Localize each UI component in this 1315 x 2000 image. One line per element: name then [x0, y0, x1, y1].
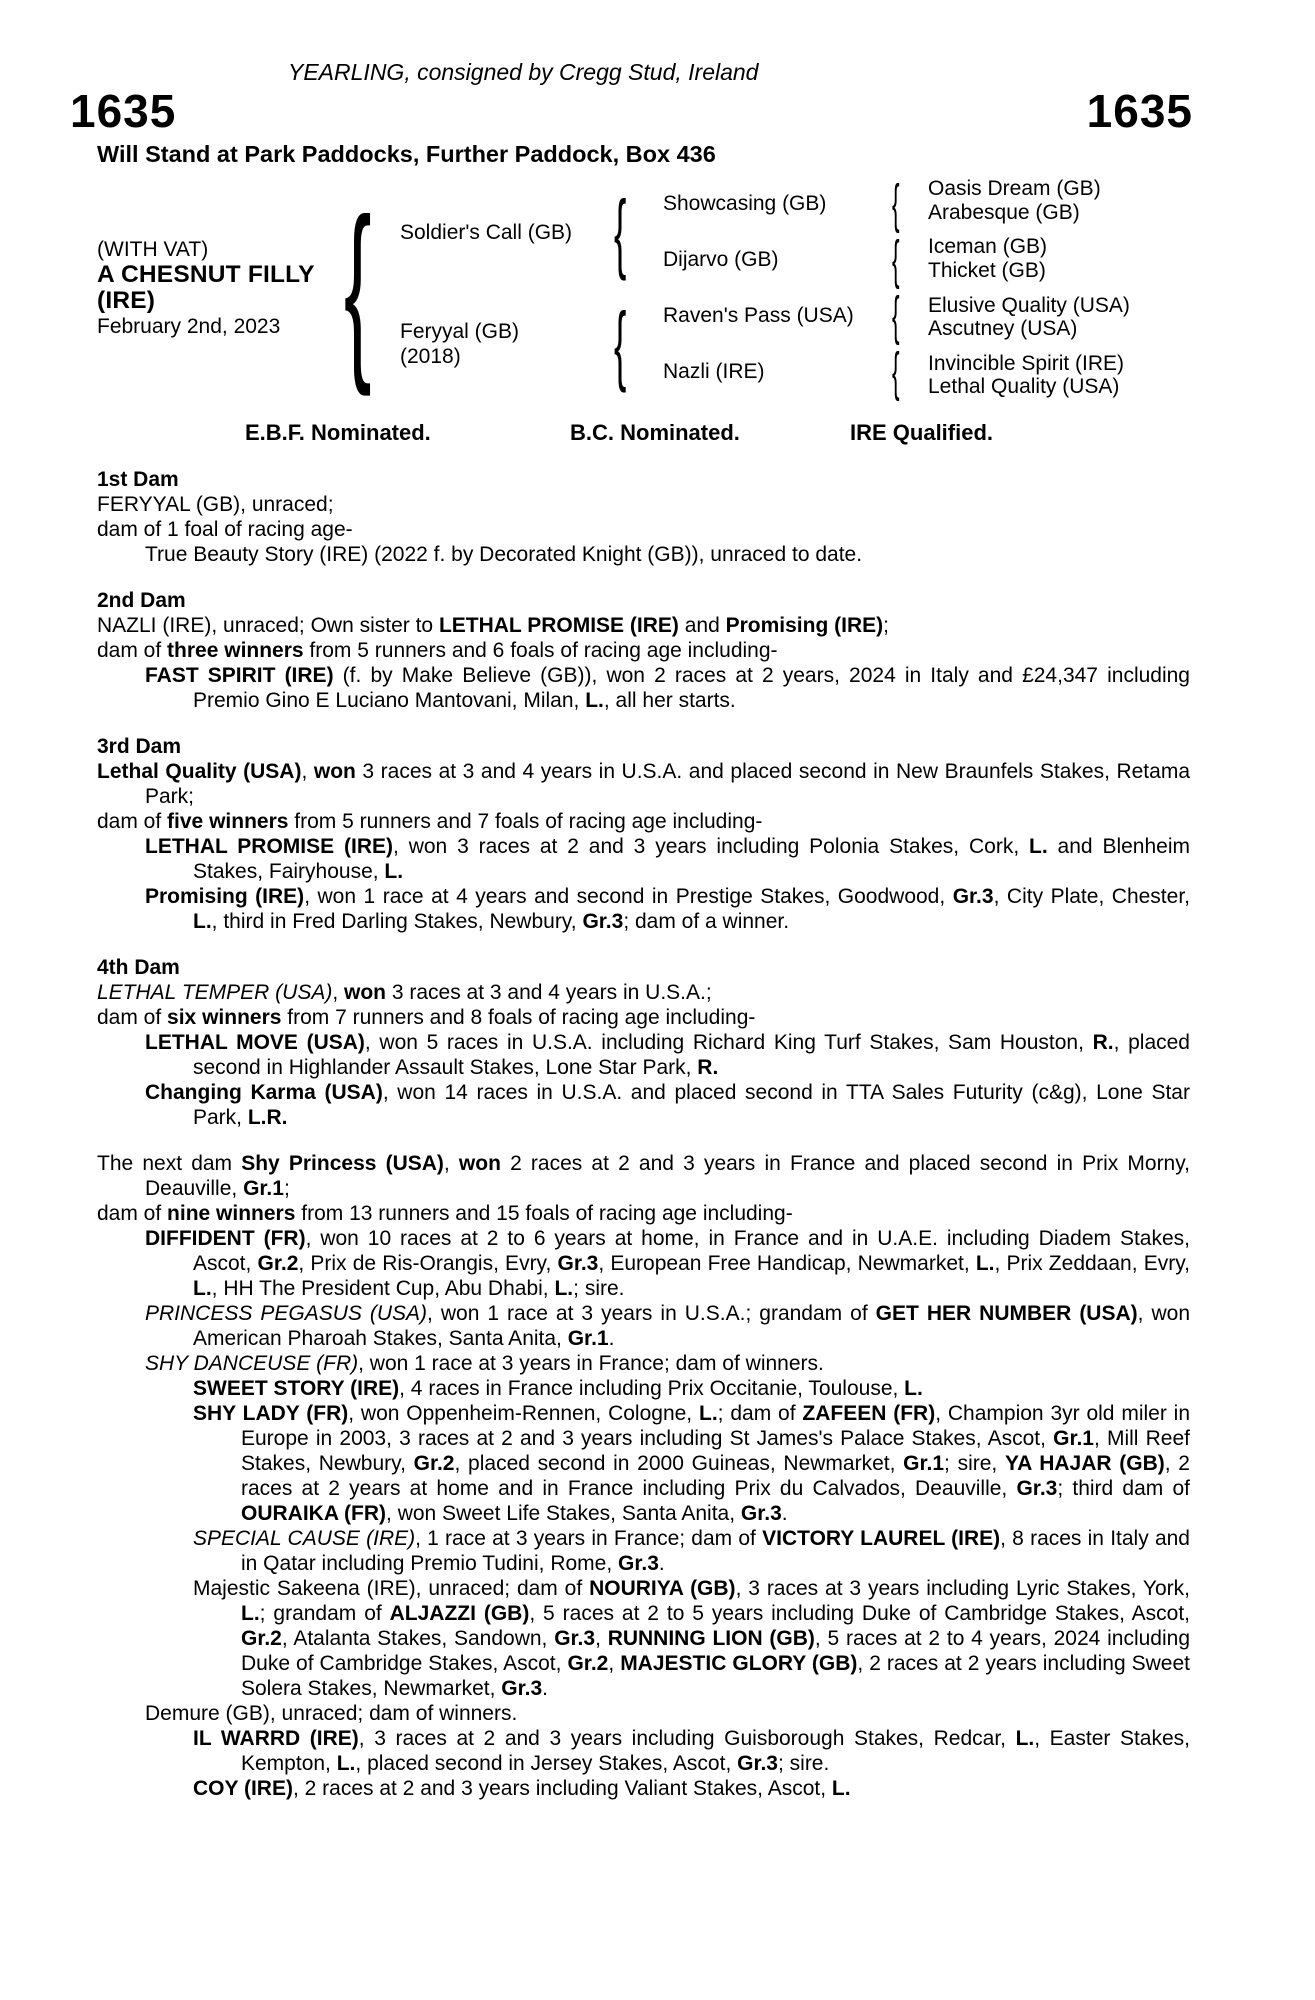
- grandsire-name: Raven's Pass (USA): [663, 304, 854, 327]
- pedigree-paragraph: LETHAL MOVE (USA), won 5 races in U.S.A. including Richard King Turf Stakes, Sam Houston, R., placed second in Highlander Assault Stakes, Lone Star Park, R.: [145, 1031, 1190, 1079]
- pedigree-paragraph: dam of six winners from 7 runners and 8 foals of racing age including-: [97, 1006, 756, 1029]
- sire-name: Soldier's Call (GB): [400, 220, 573, 244]
- foal-date: February 2nd, 2023: [97, 315, 281, 338]
- pedigree-gen3-column: [928, 176, 1196, 400]
- pedigree-paragraph: SHY DANCEUSE (FR), won 1 race at 3 years in France; dam of winners.: [145, 1352, 824, 1375]
- gen3-pair: [928, 235, 1196, 282]
- pedigree-brace-gen2: { {: [614, 182, 627, 393]
- dam-section: [97, 955, 1190, 1130]
- dam-section: [97, 588, 1190, 713]
- pedigree-gen2-column: [663, 176, 905, 400]
- pedigree-paragraph: Majestic Sakeena (IRE), unraced; dam of NOURIYA (GB), 3 races at 3 years including Lyric Stakes, York, L.; grandam of ALJAZZI (GB), 5 races at 2 to 5 years including Duke of Cambridge Stakes, Ascot, Gr.2, Atalanta Stakes, Sandown, Gr.3, RUNNING LION (GB), 5 races at 2 to 4 years, 2024 including Duke of Cambridge Stakes, Ascot, Gr.2, MAJESTIC GLORY (GB), 2 races at 2 years including Sweet Solera Stakes, Newmarket, Gr.3.: [193, 1577, 1191, 1700]
- pedigree-paragraph: dam of nine winners from 13 runners and 15 foals of racing age including-: [97, 1202, 793, 1225]
- pedigree-paragraph: LETHAL PROMISE (IRE), won 3 races at 2 and 3 years including Polonia Stakes, Cork, L. and Blenheim Stakes, Fairyhouse, L.: [145, 835, 1190, 883]
- consignor-line: YEARLING, consigned by Cregg Stud, Ireland: [288, 59, 759, 85]
- gen3-pair: [928, 294, 1196, 341]
- ancestor-name: Thicket (GB): [928, 258, 1046, 282]
- pedigree-paragraph: NAZLI (IRE), unraced; Own sister to LETHAL PROMISE (IRE) and Promising (IRE);: [97, 614, 889, 637]
- ancestor-name: Invincible Spirit (IRE): [928, 351, 1125, 375]
- pedigree-paragraph: dam of three winners from 5 runners and 6 foals of racing age including-: [97, 639, 778, 662]
- dam-section-heading: 1st Dam: [97, 468, 179, 491]
- dam-section-heading: 3rd Dam: [97, 735, 182, 758]
- pedigree-paragraph: SWEET STORY (IRE), 4 races in France including Prix Occitanie, Toulouse, L.: [193, 1377, 923, 1400]
- dam-section: [97, 1151, 1190, 1801]
- pedigree-paragraph: True Beauty Story (IRE) (2022 f. by Decorated Knight (GB)), unraced to date.: [145, 543, 863, 566]
- dam-name: Feryyal (GB): [400, 320, 520, 343]
- pedigree-paragraph: The next dam Shy Princess (USA), won 2 races at 2 and 3 years in France and placed second in Prix Morny, Deauville, Gr.1;: [97, 1152, 1191, 1200]
- with-vat-label: (WITH VAT): [97, 238, 209, 261]
- gen3-pair: [928, 352, 1196, 399]
- dam-section: [97, 467, 1190, 567]
- pedigree-paragraph: Demure (GB), unraced; dam of winners.: [145, 1702, 518, 1725]
- lot-number-row: [0, 85, 1315, 137]
- pedigree-paragraph: FAST SPIRIT (IRE) (f. by Make Believe (GB)), won 2 races at 2 years, 2024 in Italy and £24,347 including Premio Gino E Luciano Mantovani, Milan, L., all her starts.: [145, 664, 1190, 712]
- gen3-pair: [928, 177, 1196, 224]
- dam-section: [97, 734, 1190, 934]
- pedigree-paragraph: SPECIAL CAUSE (IRE), 1 race at 3 years in France; dam of VICTORY LAUREL (IRE), 8 races in Italy and in Qatar including Premio Tudini, Rome, Gr.3.: [193, 1527, 1190, 1575]
- dam-year: (2018): [400, 345, 461, 368]
- ancestor-name: Arabesque (GB): [928, 200, 1080, 224]
- pedigree-paragraph: FERYYAL (GB), unraced;: [97, 493, 334, 516]
- ancestor-name: Ascutney (USA): [928, 317, 1078, 341]
- ancestor-name: Oasis Dream (GB): [928, 177, 1101, 200]
- ire-qualified-label: IRE Qualified.: [850, 420, 994, 445]
- pedigree-paragraph: dam of 1 foal of racing age-: [97, 518, 353, 541]
- ancestor-name: Elusive Quality (USA): [928, 293, 1130, 317]
- pedigree-paragraph: PRINCESS PEGASUS (USA), won 1 race at 3 years in U.S.A.; grandam of GET HER NUMBER (USA), won American Pharoah Stakes, Santa Anita, Gr.1.: [145, 1302, 1191, 1350]
- pedigree-paragraph: DIFFIDENT (FR), won 10 races at 2 to 6 years at home, in France and in U.A.E. including Diadem Stakes, Ascot, Gr.2, Prix de Ris-Orangis, Evry, Gr.3, European Free Handicap, Newmarket, L., Prix Zeddaan, Evry, L., HH The President Cup, Abu Dhabi, L.; sire.: [145, 1227, 1190, 1300]
- pedigree-brace-gen1: {: [344, 178, 372, 397]
- pedigree-paragraph: Changing Karma (USA), won 14 races in U.S.A. and placed second in TTA Sales Futurity (c&g), Lone Star Park, L.R.: [145, 1081, 1190, 1129]
- pedigree-subject-column: [97, 176, 365, 400]
- granddam-name: Dijarvo (GB): [663, 248, 779, 271]
- stand-location-line: Will Stand at Park Paddocks, Further Paddock, Box 436: [97, 141, 716, 167]
- pedigree-gen1-column: [400, 176, 625, 400]
- pedigree-paragraph: LETHAL TEMPER (USA), won 3 races at 3 and 4 years in U.S.A.;: [97, 981, 712, 1004]
- catalogue-sections: [97, 467, 1190, 1801]
- dam-section-heading: 4th Dam: [97, 956, 180, 979]
- pedigree-table: [0, 176, 1315, 400]
- lot-number-right: 1635: [1086, 85, 1193, 137]
- ancestor-name: Lethal Quality (USA): [928, 375, 1120, 399]
- lot-number-left: 1635: [70, 85, 177, 137]
- subject-suffix: (IRE): [97, 287, 156, 314]
- pedigree-brace-gen3: { { { {: [892, 174, 900, 402]
- pedigree-paragraph: SHY LADY (FR), won Oppenheim-Rennen, Cologne, L.; dam of ZAFEEN (FR), Champion 3yr old miler in Europe in 2003, 3 races at 2 and 3 years including St James's Palace Stakes, Ascot, Gr.1, Mill Reef Stakes, Newbury, Gr.2, placed second in 2000 Guineas, Newmarket, Gr.1; sire, YA HAJAR (GB), 2 races at 2 years at home and in France including Prix du Calvados, Deauville, Gr.3; third dam of OURAIKA (FR), won Sweet Life Stakes, Santa Anita, Gr.3.: [193, 1402, 1191, 1525]
- ebf-nominated-label: E.B.F. Nominated.: [245, 420, 431, 445]
- bc-nominated-label: B.C. Nominated.: [570, 420, 740, 445]
- pedigree-paragraph: Promising (IRE), won 1 race at 4 years and second in Prestige Stakes, Goodwood, Gr.3, City Plate, Chester, L., third in Fred Darling Stakes, Newbury, Gr.3; dam of a winner.: [145, 885, 1190, 933]
- dam-section-heading: 2nd Dam: [97, 589, 186, 612]
- pedigree-paragraph: dam of five winners from 5 runners and 7 foals of racing age including-: [97, 810, 763, 833]
- ancestor-name: Iceman (GB): [928, 235, 1048, 259]
- pedigree-paragraph: COY (IRE), 2 races at 2 and 3 years including Valiant Stakes, Ascot, L.: [193, 1777, 851, 1800]
- pedigree-paragraph: IL WARRD (IRE), 3 races at 2 and 3 years including Guisborough Stakes, Redcar, L., Easter Stakes, Kempton, L., placed second in Jersey Stakes, Ascot, Gr.3; sire.: [193, 1727, 1190, 1775]
- nominations-row: [0, 420, 1315, 446]
- subject-name: A CHESNUT FILLY: [97, 261, 315, 288]
- granddam-name: Nazli (IRE): [663, 360, 765, 383]
- pedigree-paragraph: Lethal Quality (USA), won 3 races at 3 and 4 years in U.S.A. and placed second in New Braunfels Stakes, Retama Park;: [97, 760, 1190, 808]
- grandsire-name: Showcasing (GB): [663, 192, 827, 215]
